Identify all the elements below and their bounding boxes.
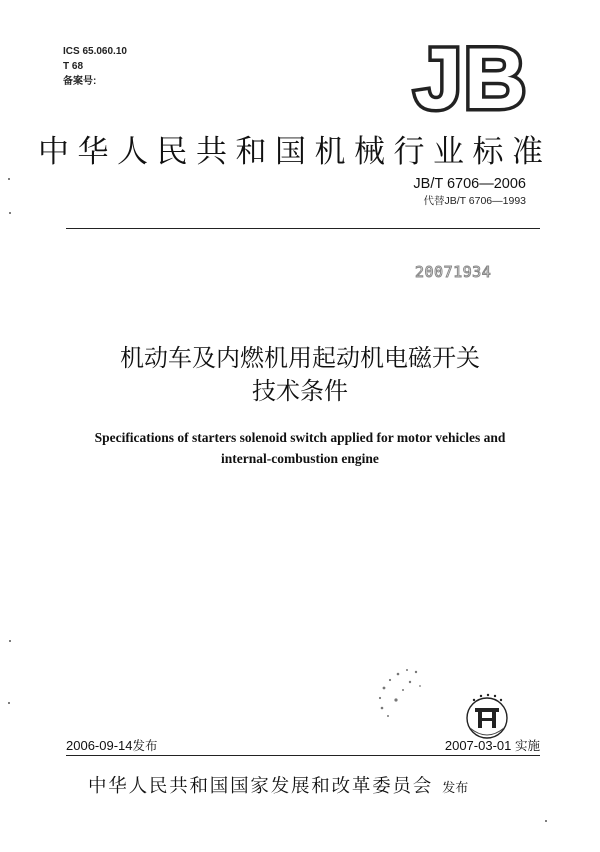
implement-date-line <box>445 736 540 754</box>
title-cn-line-1: 机动车及内燃机用起动机电磁开关 <box>120 344 480 372</box>
replaces-standard: 代替JB/T 6706—1993 <box>423 195 526 207</box>
implement-date: 2007-03-01 <box>444 738 512 753</box>
title-cn-line-2: 技术条件 <box>252 377 348 405</box>
serial-stamp <box>415 262 525 280</box>
jb-logo <box>410 40 532 114</box>
jb-logo-text: JB <box>414 40 528 114</box>
ics-code: ICS 65.060.10 <box>63 46 127 57</box>
publish-label: 发布 <box>132 738 158 753</box>
scan-speck <box>9 640 11 642</box>
standard-number: JB/T 6706—2006 <box>413 176 526 192</box>
title-en-line-1: Specifications of starters solenoid switch applied for motor vehicles and <box>94 430 506 445</box>
issuer-organization: 中华人民共和国国家发展和改革委员会 <box>88 776 434 797</box>
scan-speck <box>8 178 10 180</box>
classification-code: T 68 <box>63 61 84 72</box>
registration-label: 备案号: <box>63 76 97 87</box>
top-divider <box>66 228 540 229</box>
issuer-line <box>88 772 468 798</box>
issuer-action: 发布 <box>442 781 469 796</box>
serial-stamp-text: 20071934 <box>415 263 492 280</box>
implement-label: 实施 <box>514 738 540 753</box>
scan-speck <box>545 820 547 822</box>
publish-date-line <box>66 736 158 754</box>
scan-speck <box>9 212 11 214</box>
publish-date: 2006-09-14 <box>66 738 133 753</box>
title-en-line-2: internal-combustion engine <box>221 451 379 466</box>
scan-speck <box>8 702 10 704</box>
standard-category-title: 中华人民共和国机械行业标准 <box>38 134 552 170</box>
bottom-divider <box>66 755 540 756</box>
